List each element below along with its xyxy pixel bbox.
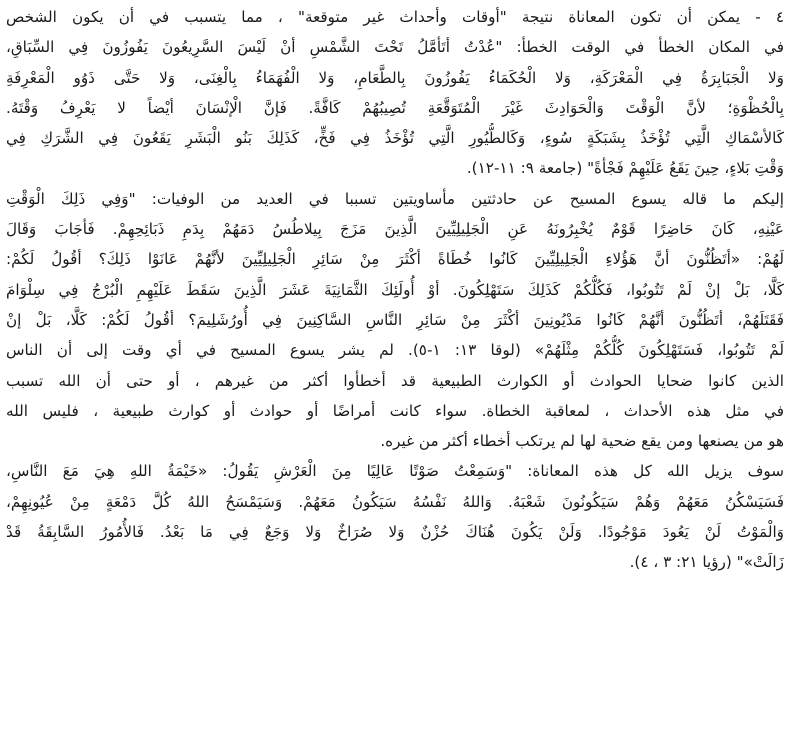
text-line: وَلا الْجَبَابِرَةُ فِي الْمَعْرَكَةِ، وَلا الْحُكَمَاءُ يَفُوزُونَ بِالطَّعَامِ، وَلا الْفُهَمَاءُ بِالْغِنَى، وَلا حَتَّى ذَوُو الْمَعْرِفَةِ [6,68,784,87]
text-line: ٤ - يمكن أن تكون المعاناة نتيجة "أوقات وأحداث غير متوقعة" ، مما يتسبب في أن يكون الشخص [6,8,784,26]
document-body [6,2,784,730]
text-line: وَقْتِ بَلاءٍ، حِينَ يَقَعُ عَلَيْهِمْ فَجْأةً" (جامعة ٩: ١١-١٢). [466,159,784,178]
text-line: بِالْحُظْوَةِ؛ لأنَّ الْوَقْتَ وَالْحَوَادِثَ غَيْرَ الْمُتَوَقَّعَةِ تُصِيبُهُمْ كَافَّةً. فَإنَّ الْإنْسَانَ أيْضاً لا يَعْرِفُ وَقْتَهُ. [6,98,784,117]
text-line: كَالأسْمَاكِ الَّتِي تُؤْخَذُ بِشَبَكَةٍ سُوءٍ، وَكَالطُّيُورِ الَّتِي تُؤْخَذُ فِي فَخٍّ، كَذَلِكَ بَنُو الْبَشَرِ يَقَعُونَ فِي الشَّرَكِ فِي [6,129,784,148]
paragraph-unexpected-events [6,2,784,184]
text-line: لَهُمْ: «أتَظُنُّونَ أنَّ هَؤُلاءِ الْجَلِيلِيِّينَ كَانُوا خُطَاةً أكْثَرَ مِنْ سَائِرِ الْجَلِيلِيِّينَ لأنَّهُمْ عَانَوْا ذَلِكَ؟ أقُولُ لَكُمْ: [6,250,784,269]
paragraph-god-removes-suffering [6,456,784,577]
text-line: في المكان الخطأ في الوقت الخطأ: "عُدْتُ أتَأمَّلُ تَحْتَ الشَّمْسِ أنْ لَيْسَ السَّرِيعُونَ يَفُوزُونَ فِي السِّبَاقِ، [6,38,784,57]
text-line: فَسَيَسْكُنُ مَعَهُمْ وَهُمْ سَيَكُونُونَ شَعْبَهُ. وَاللهُ نَفْسُهُ سَيَكُونُ مَعَهُمْ. وَسَيَمْسَحُ اللهُ كُلَّ دَمْعَةٍ مِنْ عُيُونِهِمْ، [6,492,784,511]
text-line: وَالْمَوْتُ لَنْ يَعُودَ مَوْجُودًا. وَلَنْ يَكُونَ هُنَاكَ حُزْنٌ وَلا صُرَاخٌ وَلا وَجَعٌ فِي مَا بَعْدُ. فَالأُمُورُ السَّابِقَةُ قَدْ [6,523,784,542]
text-line: إليكم ما قاله يسوع المسيح عن حادثتين مأساويتين تسببا في العديد من الوفيات: "وَفِي ذَلِكَ الْوَقْتِ [6,189,784,208]
text-line: عَيْنِهِ، كَانَ حَاضِرًا قَوْمٌ يُخْبِرُونَهُ عَنِ الْجَلِيلِيِّينَ الَّذِينَ مَزَجَ بِيلاطُسُ دَمَهُمْ بِدَمِ ذَبَائِحِهِمْ. فَأجَابَ وَقَالَ [6,220,784,239]
text-line: في مثل هذه الأحداث ، لمعاقبة الخطاة. سواء كانت أمراضًا أو حوادث أو كوارث طبيعية ، فليس الله [6,401,784,420]
text-line: كَلَّا، بَلْ إنْ لَمْ تَتُوبُوا، فَكُلُّكُمْ كَذَلِكَ سَتَهْلِكُونَ. أوْ أُولَئِكَ الثَّمَانِيَةَ عَشَرَ الَّذِينَ سَقَطَ عَلَيْهِمِ الْبُرْجُ فِي سِلْوَامَ [6,280,784,299]
text-line: الذين كانوا ضحايا الحوادث أو الكوارث الطبيعية قد أخطأوا أكثر من غيرهم ، أو حتى أن الله تسبب [6,371,784,390]
text-line: هو من يصنعها ومن يقع ضحية لها لم يرتكب أخطاء أكثر من غيره. [380,432,784,451]
text-line: لَمْ تَتُوبُوا، فَسَتَهْلِكُونَ كُلُّكُمْ مِثْلَهُمْ» (لوقا ١٣: ١-٥). لم يشر يسوع المسيح في أي وقت إلى أن الناس [6,341,784,360]
text-line: فَقَتَلَهُمْ، أتَظُنُّونَ أنَّهُمْ كَانُوا مَدْيُونِينَ أكْثَرَ مِنْ سَائِرِ النَّاسِ السَّاكِنِينَ فِي أُورُشَلِيمَ؟ أقُولُ لَكُمْ: كَلَّا، بَلْ إنْ [6,310,784,329]
text-line: زَالَتْ»" (رؤيا ٢١: ٣ ، ٤). [629,553,784,572]
text-line: سوف يزيل الله كل هذه المعاناة: "وَسَمِعْتُ صَوْتًا عَالِيًا مِنَ الْعَرْشِ يَقُولُ: «خَيْمَةُ اللهِ هِيَ مَعَ النَّاسِ، [6,462,784,481]
paragraph-jesus-on-tragedies [6,184,784,457]
